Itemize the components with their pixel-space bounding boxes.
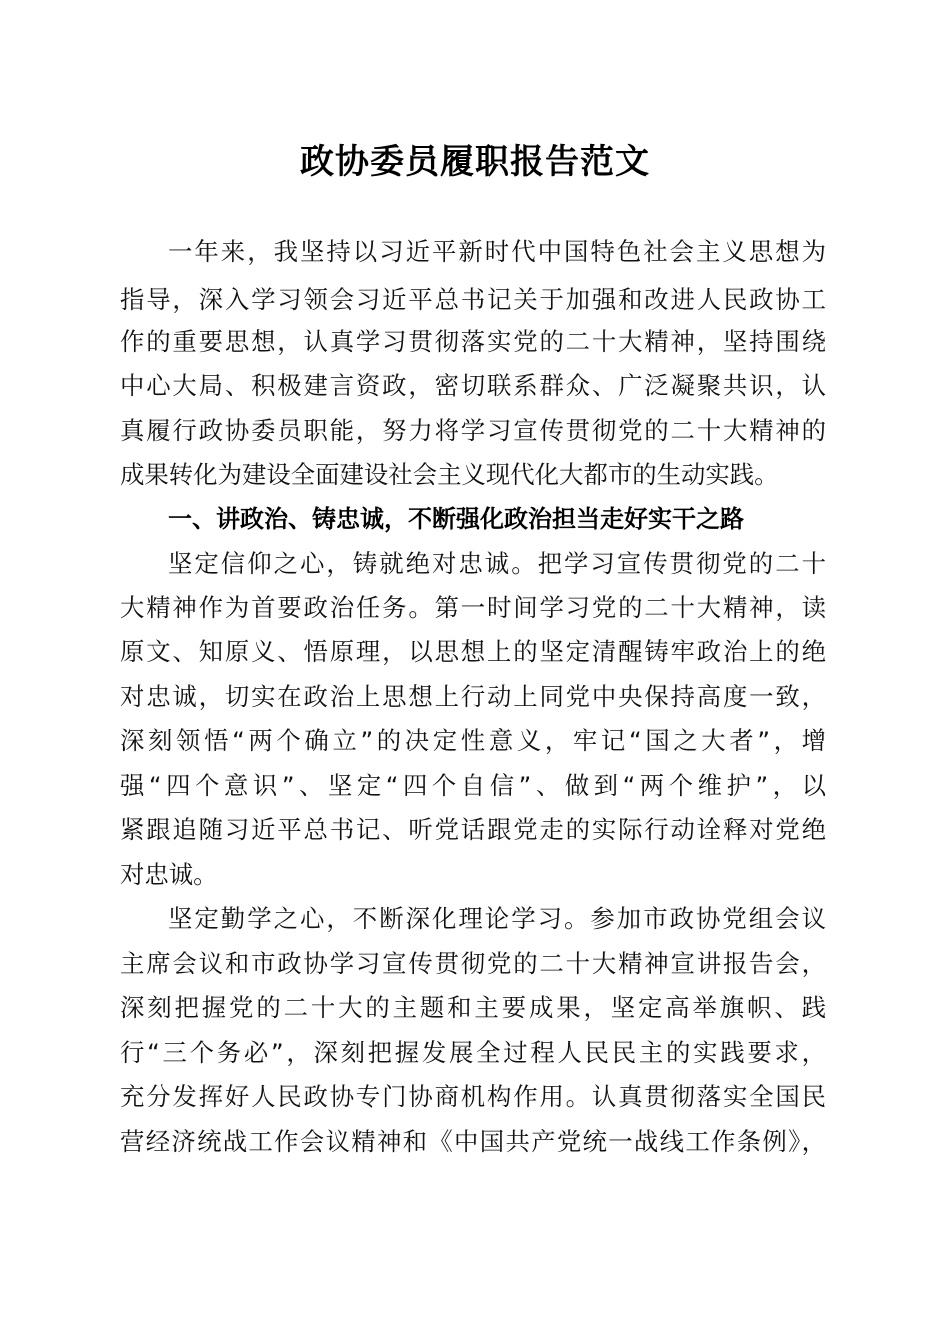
paragraph-line: 营经济统战工作会议精神和《中国共产党统一战线工作条例》， (120, 1127, 826, 1156)
paragraph-line: 大精神作为首要政治任务。第一时间学习党的二十大精神，读 (120, 593, 826, 622)
paragraph-line: 坚定信仰之心，铸就绝对忠诚。把学习宣传贯彻党的二十 (168, 549, 826, 578)
paragraph-line: 深刻把握党的二十大的主题和主要成果，坚定高举旗帜、践 (120, 993, 826, 1022)
paragraph-line: 指导，深入学习领会习近平总书记关于加强和改进人民政协工 (120, 285, 826, 314)
paragraph-line: 强“四个意识”、坚定“四个自信”、做到“两个维护”，以 (120, 771, 826, 800)
paragraph-line: 原文、知原义、悟原理，以思想上的坚定清醒铸牢政治上的绝 (120, 637, 826, 666)
paragraph-line: 真履行政协委员职能，努力将学习宣传贯彻党的二十大精神的 (120, 416, 826, 445)
paragraph-line: 作的重要思想，认真学习贯彻落实党的二十大精神，坚持围绕 (120, 327, 826, 356)
paragraph-line: 坚定勤学之心，不断深化理论学习。参加市政协党组会议 (168, 904, 826, 933)
paragraph-line: 对忠诚，切实在政治上思想上行动上同党中央保持高度一致， (120, 682, 826, 711)
document-title: 政协委员履职报告范文 (300, 142, 650, 182)
paragraph-line: 中心大局、积极建言资政，密切联系群众、广泛凝聚共识，认 (120, 371, 826, 400)
paragraph-line: 充分发挥好人民政协专门协商机构作用。认真贯彻落实全国民 (120, 1082, 826, 1111)
paragraph-line: 紧跟追随习近平总书记、听党话跟党走的实际行动诠释对党绝 (120, 815, 826, 844)
paragraph-line: 对忠诚。 (120, 860, 218, 889)
paragraph-line: 一年来，我坚持以习近平新时代中国特色社会主义思想为 (168, 237, 826, 266)
paragraph-line: 主席会议和市政协学习宣传贯彻党的二十大精神宣讲报告会， (120, 949, 826, 978)
paragraph-line: 成果转化为建设全面建设社会主义现代化大都市的生动实践。 (120, 460, 779, 489)
paragraph-line: 行“三个务必”，深刻把握发展全过程人民民主的实践要求， (120, 1038, 826, 1067)
paragraph-line: 深刻领悟“两个确立”的决定性意义，牢记“国之大者”，增 (120, 726, 826, 755)
section-heading: 一、讲政治、铸忠诚，不断强化政治担当走好实干之路 (168, 505, 744, 533)
